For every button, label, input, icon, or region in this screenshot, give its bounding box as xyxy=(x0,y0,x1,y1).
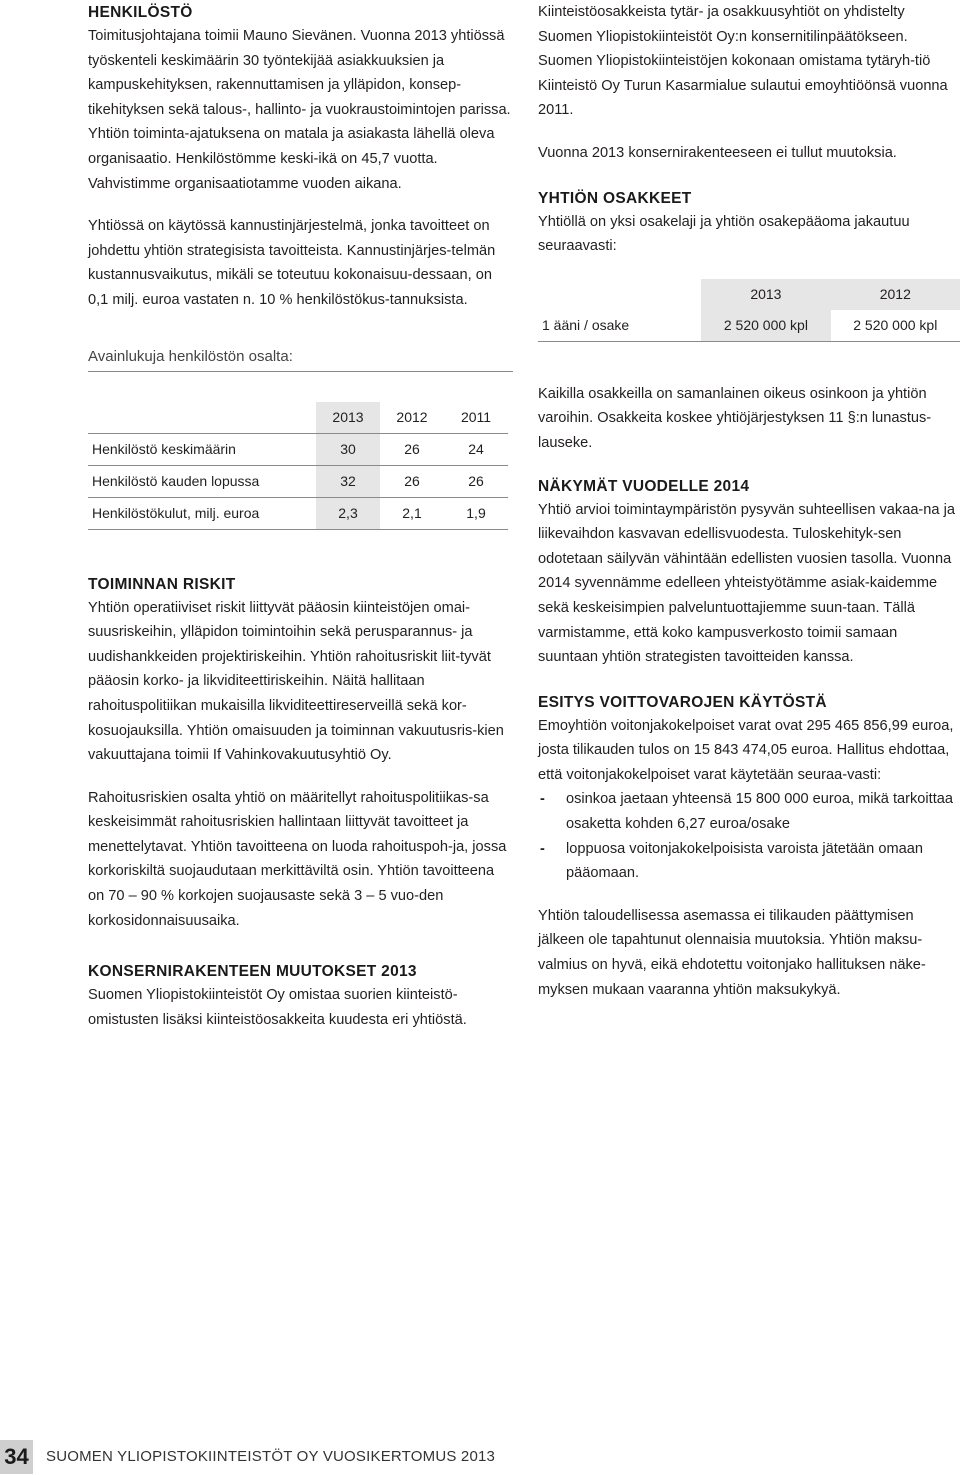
paragraph-nakymat-1: Yhtiö arvioi toimintaympäristön pysyvän suhteellisen vakaa-na ja liikevaihdon kasvavan edellisvuodesta. Tuloskehityk-sen odotetaan säilyvän vähintään edellisten vuosien tasolla. Vuonna 2014 syvennämme edelleen yhteistyötämme asiak-kaidemme sekä keskeisimpien palveluntuottajiemme suun-taan. Tällä varmistamme, että koko kampusverkosto toimii samaan suuntaan yhtiön strategisten tavoitteiden kanssa. xyxy=(538,501,955,666)
row-label: Henkilöstö kauden lopussa xyxy=(88,465,316,497)
page-footer xyxy=(0,1440,960,1475)
cell-2011: 1,9 xyxy=(444,497,508,529)
cell-2012: 2,1 xyxy=(380,497,444,529)
publication-title: SUOMEN YLIOPISTOKIINTEISTÖT OY VUOSIKERTOMUS 2013 xyxy=(46,1448,496,1465)
section-heading-riskit: TOIMINNAN RISKIT xyxy=(88,575,236,593)
table-header-cell: 2012 xyxy=(380,402,444,434)
row-label: Henkilöstö keskimäärin xyxy=(88,433,316,465)
dividend-proposal-list xyxy=(538,787,960,885)
table-row xyxy=(88,465,508,497)
staff-key-figures-table xyxy=(88,402,508,530)
table-header-row xyxy=(538,279,960,310)
paragraph-riskit-1: Yhtiön operatiiviset riskit liittyvät pääosin kiinteistöjen omai-suusriskeihin, ylläpidon toimintoihin sekä perusparannus- ja uudishankkeiden projektiriskeihin. Yhtiön rahoitusriskit liit-tyvät pääosin korko- ja likviditeettiriskeihin. Näitä hallitaan rahoituspolitiikan mukaisilla likviditeettireserveillä sekä kor-kosuojauksilla. Yhtiön omaisuuden ja toiminnan vakuutusris-kien vakuuttajana toimii If Vahinkovakuutusyhtiö Oy. xyxy=(88,599,504,764)
cell-2012: 26 xyxy=(380,465,444,497)
table-header-row xyxy=(88,402,508,434)
right-column xyxy=(538,0,960,1002)
cell-2013: 32 xyxy=(316,465,380,497)
paragraph-esitys-1: Emoyhtiön voitonjakokelpoiset varat ovat 295 465 856,99 euroa, josta tilikauden tulos on 15 843 474,05 euroa. Hallitus ehdottaa, että voitonjakokelpoiset varat käytetään seuraa-vasti: xyxy=(538,717,954,783)
left-column xyxy=(88,0,513,1032)
paragraph-konserni-2: Kiinteistöosakkeista tytär- ja osakkuusyhtiöt on yhdistelty Suomen Yliopistokiinteistöt Oy:n konsernitilinpäätökseen. Suomen Yliopistokiinteistöjen kokonaan omistama tytäryh-tiö Kiinteistö Oy Turun Kasarmialue sulautui emoyhtiöönsä vuonna 2011. xyxy=(538,4,948,119)
section-heading-nakymat: NÄKYMÄT VUODELLE 2014 xyxy=(538,477,750,495)
table-header-cell: 2013 xyxy=(701,279,830,310)
paragraph-henkilosto-1: Toimitusjohtajana toimii Mauno Sievänen. Vuonna 2013 yhtiössä työskenteli keskimäärin 30 työntekijää asiakkuuksien ja kampuskehityksen, rakennuttamisen ja ylläpidon, konsep-tikehityksen sekä talous-, hallinto- ja vuokraustoimintojen parissa. Yhtiön toiminta-ajatuksena on matala ja asiakasta lähellä oleva organisaatio. Henkilöstömme keski-ikä on 45,7 vuotta. Vahvistimme organisaatiotamme vuoden aikana. xyxy=(88,28,511,192)
table-header-cell: 2013 xyxy=(316,402,380,434)
paragraph-osakkeet-2: Kaikilla osakkeilla on samanlainen oikeus osinkoon ja yhtiön varoihin. Osakkeita koskee yhtiöjärjestyksen 11 §:n lunastus-lauseke. xyxy=(538,385,932,451)
table-row xyxy=(88,433,508,465)
paragraph-konserni-1: Suomen Yliopistokiinteistöt Oy omistaa suorien kiinteistö-omistusten lisäksi kiinteistöosakkeita kuudesta eri yhtiöstä. xyxy=(88,987,467,1028)
dash-bullet: - xyxy=(540,791,545,808)
cell-2011: 24 xyxy=(444,433,508,465)
section-heading-konserni: KONSERNIRAKENTEEN MUUTOKSET 2013 xyxy=(88,963,417,981)
cell-2012: 2 520 000 kpl xyxy=(831,310,960,342)
section-heading-esitys: ESITYS VOITTOVAROJEN KÄYTÖSTÄ xyxy=(538,693,827,711)
cell-2011: 26 xyxy=(444,465,508,497)
list-item xyxy=(538,787,960,836)
section-heading-osakkeet: YHTIÖN OSAKKEET xyxy=(538,189,692,207)
table-row xyxy=(538,310,960,342)
paragraph-osakkeet-1: Yhtiöllä on yksi osakelaji ja yhtiön osakepääoma jakautuu seuraavasti: xyxy=(538,213,910,255)
page-number: 34 xyxy=(0,1440,33,1474)
paragraph-henkilosto-2: Yhtiössä on käytössä kannustinjärjestelmä, jonka tavoitteet on johdettu yhtiön strategisista tavoitteista. Kannustinjärjes-telmän kustannusvaikutus, mikäli se toteutuu kokonaisuu-dessaan, on 0,1 milj. euroa vastaten n. 10 % henkilöstökus-tannuksista. xyxy=(88,218,496,308)
row-label: Henkilöstökulut, milj. euroa xyxy=(88,497,316,529)
section-heading-henkilosto: HENKILÖSTÖ xyxy=(88,4,193,21)
cell-2013: 30 xyxy=(316,433,380,465)
row-label: 1 ääni / osake xyxy=(538,310,701,342)
key-figures-heading: Avainlukuja henkilöstön osalta: xyxy=(88,347,513,372)
cell-2013: 2 520 000 kpl xyxy=(701,310,830,342)
paragraph-konserni-3: Vuonna 2013 konsernirakenteeseen ei tullut muutoksia. xyxy=(538,144,897,161)
cell-2012: 26 xyxy=(380,433,444,465)
cell-2013: 2,3 xyxy=(316,497,380,529)
table-header-cell: 2012 xyxy=(831,279,960,310)
table-header-cell: 2011 xyxy=(444,402,508,434)
paragraph-riskit-2: Rahoitusriskien osalta yhtiö on määritellyt rahoituspolitiikas-sa keskeisimmät rahoitusriskien hallintaan liittyvät tavoitteet ja menettelytavat. Yhtiön tavoitteena on luoda rahoituspoh-ja, jossa korkoriskiltä suojaudutaan merkittäviltä osin. Yhtiön tavoitteena on 70 – 90 % korkojen suojausaste sekä 3 – 5 vuo-den korkosidonnaisuusaika. xyxy=(88,789,507,929)
share-capital-table xyxy=(538,279,960,342)
list-item xyxy=(538,837,960,886)
paragraph-esitys-2: Yhtiön taloudellisessa asemassa ei tilikauden päättymisen jälkeen ole tapahtunut olennaisia muutoksia. Yhtiön maksu-valmius on hyvä, eikä ehdotettu voitonjako hallituksen näke-myksen mukaan vaaranna yhtiön maksukykyä. xyxy=(538,907,926,998)
table-row xyxy=(88,497,508,529)
list-item-text: loppuosa voitonjakokelpoisista varoista jätetään omaan pääomaan. xyxy=(566,840,923,882)
dash-bullet: - xyxy=(540,840,545,857)
list-item-text: osinkoa jaetaan yhteensä 15 800 000 euroa, mikä tarkoittaa osaketta kohden 6,27 euroa/osake xyxy=(566,791,953,833)
